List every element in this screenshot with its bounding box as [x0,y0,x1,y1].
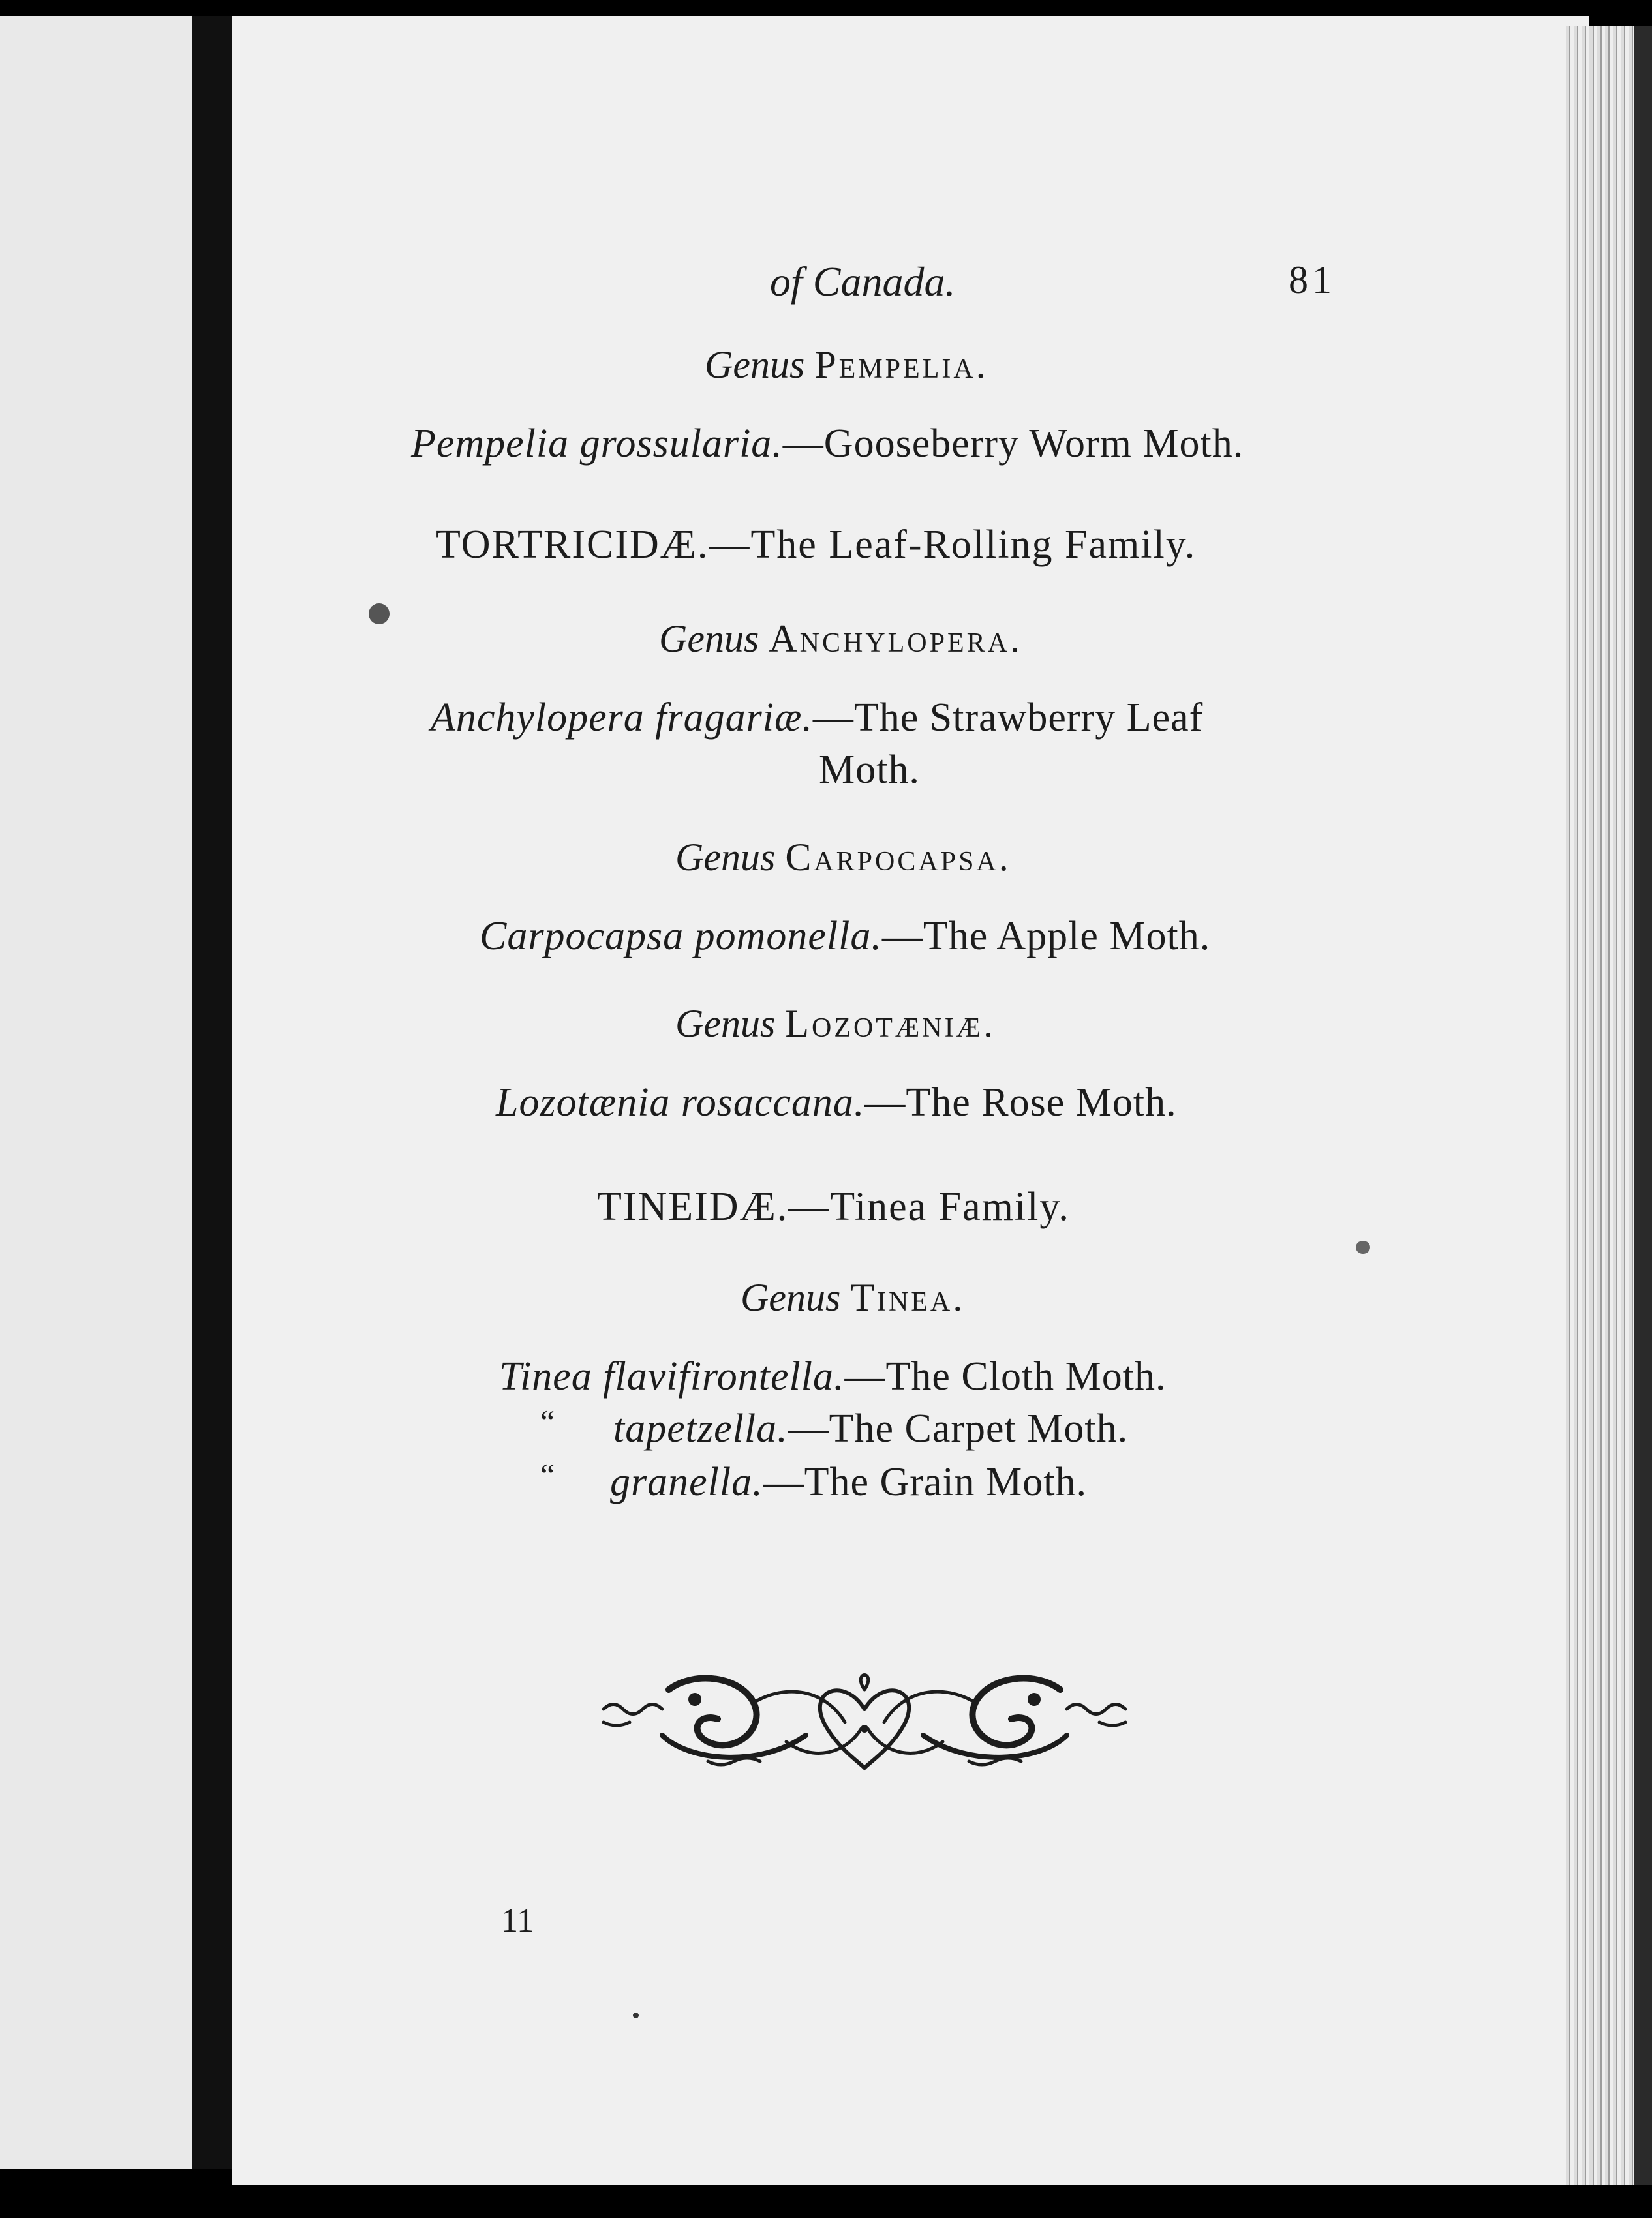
family-heading-tineidae [597,1184,1070,1230]
ditto-mark: “ [540,1457,555,1493]
species-name: Lozotænia rosaccana. [496,1080,865,1125]
species-entry-tinea-2 [613,1406,1128,1452]
page-number: 81 [1289,258,1336,301]
species-entry-tinea-1 [499,1354,1167,1400]
genus-heading-carpocapsa [675,835,1011,880]
ink-speck [633,2013,639,2018]
species-entry-carpocapsa [480,913,1210,960]
species-name: Anchylopera fragariæ. [431,695,813,740]
page-edge-shadow [1634,26,1652,2185]
ink-blot [369,603,390,624]
species-name: Carpocapsa pomonella. [480,914,882,958]
species-name: granella. [610,1460,763,1504]
ink-blot [1356,1241,1370,1254]
common-name: —The Apple Moth. [881,914,1211,958]
genus-name: Carpocapsa. [785,836,1011,879]
species-entry-pempelia [411,421,1244,467]
family-description: —The Leaf-Rolling Family. [709,523,1197,567]
common-name: —The Rose Moth. [864,1080,1177,1125]
genus-name: Tinea. [850,1276,966,1319]
common-name: —Gooseberry Worm Moth. [782,421,1244,466]
family-description: —Tinea Family. [788,1185,1070,1229]
common-name: —The Grain Moth. [763,1460,1088,1504]
family-heading-tortricidae [436,522,1196,568]
genus-name: Lozotæniæ. [785,1002,996,1045]
species-entry-anchylopera-continued: Moth. [819,748,920,792]
family-name: TINEIDÆ. [597,1185,789,1229]
family-name: TORTRICIDÆ. [436,523,709,567]
running-title: of Canada. [770,258,956,305]
genus-heading-lozotaeniae [675,1001,996,1046]
species-entry-anchylopera [431,695,1203,741]
species-entry-lozotaenia [496,1080,1177,1126]
species-name: Tinea flavifirontella. [499,1354,845,1399]
genus-heading-tinea [741,1275,965,1320]
genus-label: Genus [741,1276,841,1319]
genus-label: Genus [675,1002,776,1045]
genus-name: Anchylopera. [769,617,1022,660]
genus-heading-pempelia [705,342,988,387]
facing-page [0,16,192,2169]
genus-label: Genus [705,343,805,386]
genus-heading-anchylopera [659,616,1022,661]
common-name: —The Strawberry Leaf [812,695,1204,740]
page-edges [1566,26,1638,2185]
species-name: tapetzella. [613,1406,788,1451]
genus-name: Pempelia. [814,343,988,386]
genus-label: Genus [659,617,759,660]
species-name: Pempelia grossularia. [411,421,783,466]
signature-mark: 11 [501,1902,534,1939]
genus-label: Genus [675,836,776,879]
common-name: —The Cloth Moth. [844,1354,1167,1399]
book-gutter [192,16,232,2169]
decorative-tailpiece-ornament [590,1664,1139,1778]
species-entry-tinea-3 [610,1459,1087,1506]
ditto-mark: “ [540,1403,555,1440]
common-name: —The Carpet Moth. [788,1406,1129,1451]
